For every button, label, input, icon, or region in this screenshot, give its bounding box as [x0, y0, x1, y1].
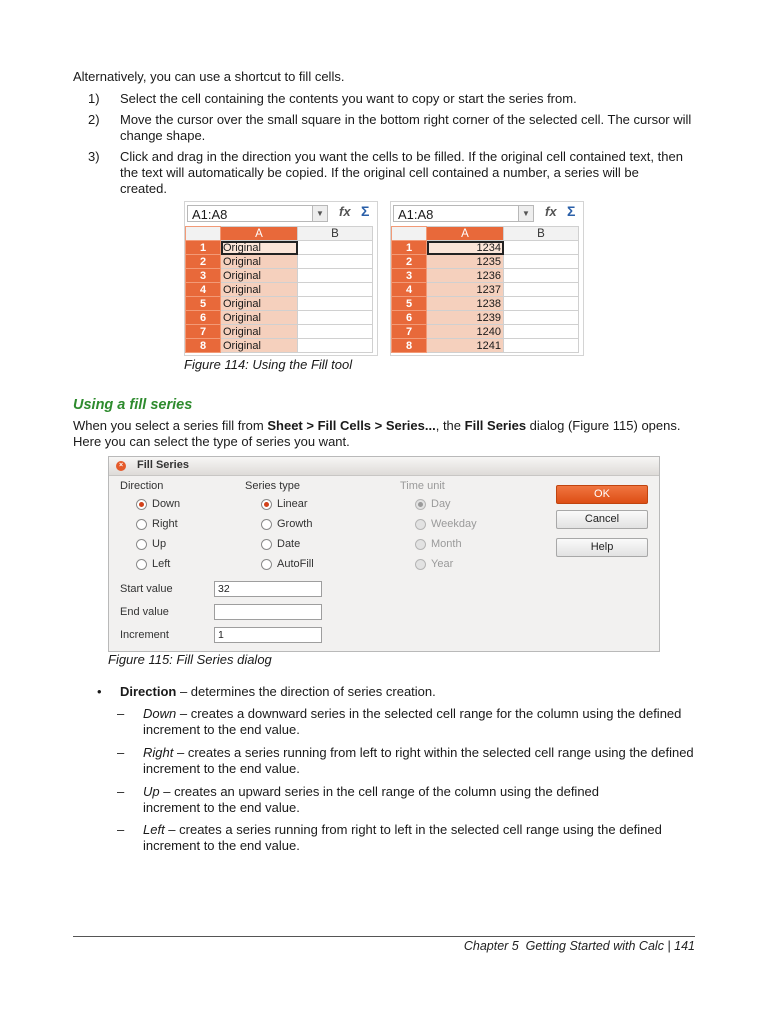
- cell[interactable]: Original: [221, 241, 298, 255]
- step-text: Select the cell containing the contents you want to copy or start the series from.: [120, 91, 577, 106]
- row-header[interactable]: 4: [186, 283, 221, 297]
- radio-label: Weekday: [431, 518, 477, 530]
- page-footer: Chapter 5 Getting Started with Calc | 141: [463, 939, 695, 953]
- increment-label: Increment: [120, 629, 169, 641]
- radio-right[interactable]: [136, 519, 147, 530]
- row-header[interactable]: 7: [186, 325, 221, 339]
- spreadsheet-number-fill: [390, 201, 584, 356]
- row-header[interactable]: 8: [186, 339, 221, 353]
- cell[interactable]: [504, 283, 579, 297]
- cell[interactable]: [298, 241, 373, 255]
- end-value-label: End value: [120, 606, 169, 618]
- radio-day[interactable]: [415, 499, 426, 510]
- help-button[interactable]: Help: [556, 538, 648, 557]
- chevron-down-icon[interactable]: ▼: [312, 205, 328, 222]
- row-header[interactable]: 7: [392, 325, 427, 339]
- dash-icon: –: [117, 706, 125, 721]
- cell[interactable]: Original: [221, 297, 298, 311]
- cell[interactable]: 1238: [427, 297, 504, 311]
- step-number: 1): [88, 91, 100, 106]
- cell[interactable]: [298, 339, 373, 353]
- cell[interactable]: 1237: [427, 283, 504, 297]
- radio-label: Right: [152, 518, 178, 530]
- radio-label: AutoFill: [277, 558, 314, 570]
- intro-text: Alternatively, you can use a shortcut to fill cells.: [73, 69, 345, 84]
- radio-growth[interactable]: [261, 519, 272, 530]
- dash-icon: –: [117, 784, 125, 799]
- sum-icon[interactable]: Σ: [567, 203, 576, 219]
- bullet-icon: •: [97, 684, 102, 699]
- cell[interactable]: Original: [221, 311, 298, 325]
- column-header-b[interactable]: B: [298, 227, 373, 241]
- step-number: 3): [88, 149, 100, 164]
- cell[interactable]: Original: [221, 325, 298, 339]
- row-header[interactable]: 5: [186, 297, 221, 311]
- cell[interactable]: [504, 325, 579, 339]
- radio-down[interactable]: [136, 499, 147, 510]
- row-header[interactable]: 5: [392, 297, 427, 311]
- dash-icon: –: [117, 822, 125, 837]
- cell[interactable]: 1240: [427, 325, 504, 339]
- cell[interactable]: Original: [221, 255, 298, 269]
- row-header[interactable]: 4: [392, 283, 427, 297]
- column-header-b[interactable]: B: [504, 227, 579, 241]
- cell[interactable]: 1234: [427, 241, 504, 255]
- cell[interactable]: [504, 297, 579, 311]
- figure-115-caption: Figure 115: Fill Series dialog: [108, 652, 272, 667]
- cell[interactable]: Original: [221, 283, 298, 297]
- dialog-titlebar[interactable]: [109, 457, 659, 476]
- end-value-input[interactable]: [214, 604, 322, 620]
- radio-label: Date: [277, 538, 301, 550]
- row-header[interactable]: 1: [186, 241, 221, 255]
- section-heading: Using a fill series: [73, 397, 193, 413]
- column-header-a[interactable]: A: [221, 227, 298, 241]
- radio-month[interactable]: [415, 539, 426, 550]
- radio-label: Day: [431, 498, 451, 510]
- step-number: 2): [88, 112, 100, 127]
- column-header-a[interactable]: A: [427, 227, 504, 241]
- footer-rule: [73, 936, 695, 937]
- dialog-title: Fill Series: [137, 459, 189, 471]
- step-text: Click and drag in the direction you want the cells to be filled. If the original cell contained text, then the text will automatically be copied. If the original cell contained a number, a series will be created.: [120, 149, 683, 196]
- function-wizard-icon[interactable]: fx: [339, 204, 351, 219]
- cell[interactable]: [504, 269, 579, 283]
- sum-icon[interactable]: Σ: [361, 203, 370, 219]
- figure-114-caption: Figure 114: Using the Fill tool: [184, 357, 353, 372]
- dash-icon: –: [117, 745, 125, 760]
- cell-grid: [185, 226, 373, 353]
- radio-weekday[interactable]: [415, 519, 426, 530]
- increment-input[interactable]: 1: [214, 627, 322, 643]
- radio-label: Month: [431, 538, 462, 550]
- radio-date[interactable]: [261, 539, 272, 550]
- direction-label: Direction: [120, 480, 164, 492]
- cell[interactable]: [298, 325, 373, 339]
- start-value-input[interactable]: 32: [214, 581, 322, 597]
- cell[interactable]: Original: [221, 269, 298, 283]
- radio-year[interactable]: [415, 559, 426, 570]
- cell[interactable]: 1235: [427, 255, 504, 269]
- cell[interactable]: Original: [221, 339, 298, 353]
- row-header[interactable]: 8: [392, 339, 427, 353]
- cell[interactable]: [298, 255, 373, 269]
- close-icon[interactable]: ×: [116, 461, 126, 471]
- row-header[interactable]: 6: [186, 311, 221, 325]
- step-text: Move the cursor over the small square in the bottom right corner of the selected cell. The cursor will change shape.: [120, 112, 692, 143]
- cell[interactable]: 1241: [427, 339, 504, 353]
- name-box[interactable]: A1:A8: [393, 205, 521, 222]
- section-paragraph: When you select a series fill from Sheet > Fill Cells > Series..., the Fill Series dialog (Figure 115) opens. Here you can select the type of series you want.: [73, 418, 681, 449]
- row-header[interactable]: 3: [392, 269, 427, 283]
- row-header[interactable]: 3: [186, 269, 221, 283]
- radio-autofill[interactable]: [261, 559, 272, 570]
- cell[interactable]: [298, 297, 373, 311]
- row-header[interactable]: 2: [392, 255, 427, 269]
- radio-label: Left: [152, 558, 171, 570]
- corner-cell[interactable]: [392, 227, 427, 241]
- chevron-down-icon[interactable]: ▼: [518, 205, 534, 222]
- cell[interactable]: [504, 255, 579, 269]
- radio-up[interactable]: [136, 539, 147, 550]
- cancel-button[interactable]: Cancel: [556, 510, 648, 529]
- radio-left[interactable]: [136, 559, 147, 570]
- ok-button[interactable]: OK: [556, 485, 648, 504]
- row-header[interactable]: 2: [186, 255, 221, 269]
- cell[interactable]: 1236: [427, 269, 504, 283]
- series-type-label: Series type: [245, 480, 301, 492]
- function-wizard-icon[interactable]: fx: [545, 204, 557, 219]
- radio-label: Growth: [277, 518, 313, 530]
- fill-series-dialog: [108, 456, 660, 652]
- radio-label: Down: [152, 498, 181, 510]
- row-header[interactable]: 1: [392, 241, 427, 255]
- name-box[interactable]: A1:A8: [187, 205, 315, 222]
- spreadsheet-text-fill: [184, 201, 378, 356]
- start-value-label: Start value: [120, 583, 173, 595]
- cell[interactable]: [298, 283, 373, 297]
- cell-grid: [391, 226, 579, 353]
- cell[interactable]: [298, 311, 373, 325]
- cell[interactable]: [504, 339, 579, 353]
- radio-linear[interactable]: [261, 499, 272, 510]
- time-unit-label: Time unit: [400, 480, 445, 492]
- radio-label: Year: [431, 558, 454, 570]
- radio-label: Up: [152, 538, 167, 550]
- cell[interactable]: [298, 269, 373, 283]
- cell[interactable]: [504, 311, 579, 325]
- corner-cell[interactable]: [186, 227, 221, 241]
- radio-label: Linear: [277, 498, 308, 510]
- cell[interactable]: [504, 241, 579, 255]
- row-header[interactable]: 6: [392, 311, 427, 325]
- cell[interactable]: 1239: [427, 311, 504, 325]
